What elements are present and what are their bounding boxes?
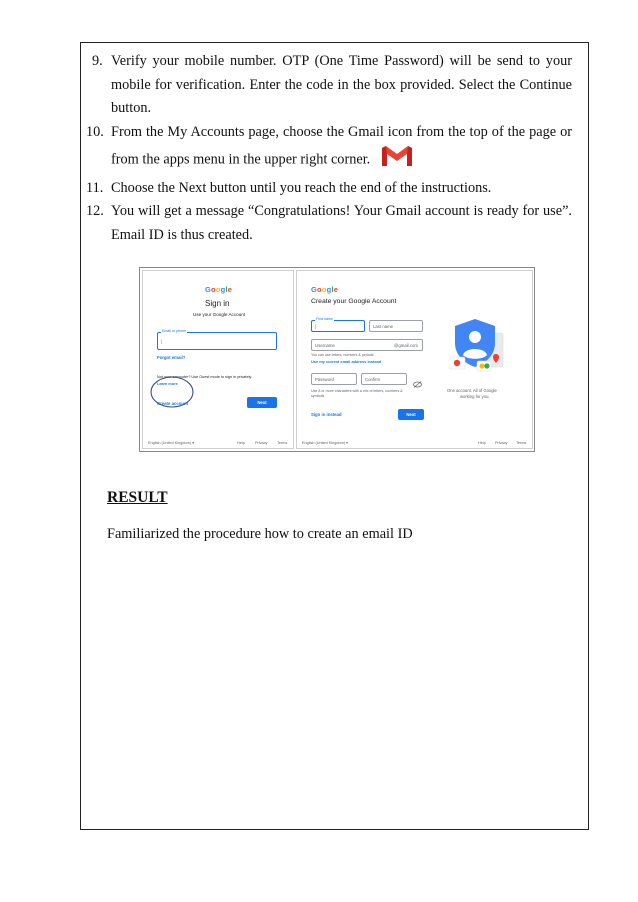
step-12 [86,200,572,247]
create-account-panel [296,270,533,449]
gmail-icon [380,144,414,177]
signin-next-button[interactable]: Next [247,397,277,408]
username-input[interactable] [311,339,423,351]
password-placeholder: Password [315,377,334,382]
first-name-label: First name [316,317,333,321]
create-account-link[interactable]: Create account [157,401,189,406]
google-logo: Google [205,285,233,294]
step-number: 10. [86,123,104,140]
email-value: | [161,339,163,344]
screenshots-figure [139,267,535,452]
learn-more-link[interactable]: Learn more [157,382,178,386]
create-footer-terms[interactable]: Terms [516,441,527,445]
signin-footer-help[interactable]: Help [237,441,245,445]
guest-mode-text: Not your computer? Use Guest mode to sign in privately. [157,375,253,379]
create-title: Create your Google Account [311,298,397,305]
signin-panel [142,270,294,449]
step-number: 11. [86,179,104,196]
signin-footer-language[interactable]: English (United Kingdom) ▾ [148,441,195,445]
username-hint: You can use letters, numbers & periods [311,353,374,357]
email-label: Email or phone [162,329,187,333]
username-placeholder: Username [315,343,335,348]
show-password-icon[interactable] [413,375,422,393]
password-hint: Use 8 or more characters with a mix of letters, numbers & symbols [311,389,403,398]
confirm-placeholder: Confirm [365,377,381,382]
account-shield-icon [449,315,509,382]
use-current-email-link[interactable]: Use my current email address instead [311,359,382,364]
create-footer-help[interactable]: Help [478,441,486,445]
sign-in-instead-link[interactable]: Sign in instead [311,412,342,417]
step-11 [86,177,572,201]
highlight-circle-icon [149,374,195,410]
create-footer-language[interactable]: English (United Kingdom) ▾ [302,441,349,445]
step-text: Verify your mobile number. OTP (One Time Password) will be send to your mobile for verification. Enter the code in the box provided. Select the Continue button. [111,53,572,116]
result-text: Familiarized the procedure how to create an email ID [107,526,413,542]
forgot-email-link[interactable]: Forgot email? [157,355,186,360]
last-name-placeholder: Last name [373,324,394,329]
step-9 [92,50,572,121]
side-text-line2: working for you. [460,394,490,399]
side-text-line1: One account. All of Google [447,388,497,393]
first-name-value: | [315,324,317,329]
result-heading: RESULT [107,489,168,506]
first-name-input[interactable] [311,317,365,332]
signin-subtitle: Use your Google Account [193,312,246,317]
password-input[interactable] [311,373,357,385]
step-text: From the My Accounts page, choose the Gmail icon from the top of the page or from the apps menu in the upper right corner. [111,123,572,168]
confirm-password-input[interactable] [361,373,407,385]
signin-title: Sign in [205,299,230,308]
instruction-steps [86,50,572,247]
step-10 [86,121,572,177]
create-next-button[interactable]: Next [398,409,424,420]
email-input[interactable] [157,329,277,350]
step-number: 12. [86,203,104,219]
signin-footer-privacy[interactable]: Privacy [255,441,268,445]
step-number: 9. [92,53,103,69]
signin-footer-terms[interactable]: Terms [277,441,288,445]
step-text: Choose the Next button until you reach the end of the instructions. [111,179,492,196]
create-footer-privacy[interactable]: Privacy [495,441,508,445]
google-logo: Google [311,285,339,294]
gmail-domain: @gmail.com [394,343,418,348]
last-name-input[interactable] [369,320,423,332]
step-text: You will get a message “Congratulations! Your Gmail account is ready for use”. Email ID is thus created. [111,203,572,243]
